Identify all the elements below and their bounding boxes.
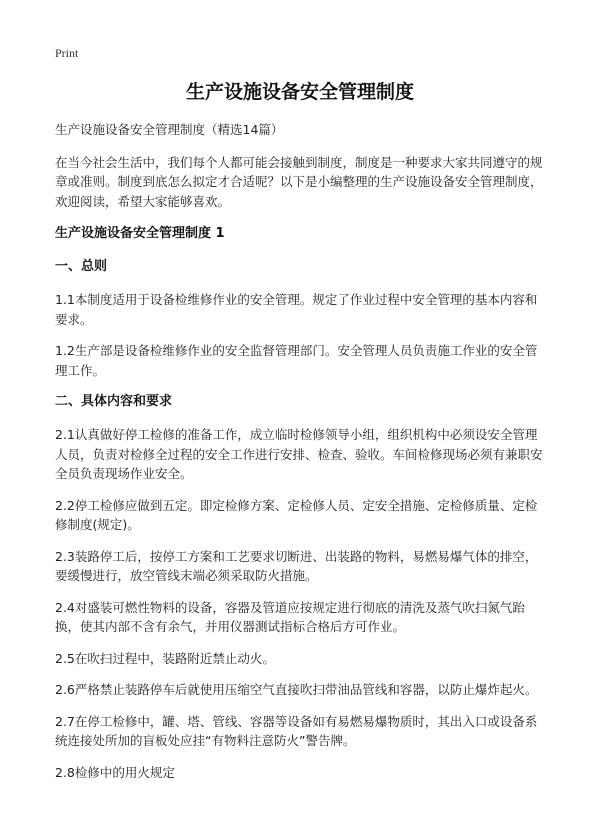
intro-paragraph: 在当今社会生活中，我们每个人都可能会接触到制度，制度是一种要求大家共同遵守的规章或准则。制度到底怎么拟定才合适呢？以下是小编整理的生产设施设备安全管理制度，欢迎阅读，希望大家能够喜欢。 bbox=[55, 154, 543, 209]
clause-2-5: 2.5在吹扫过程中，装路附近禁止动火。 bbox=[55, 650, 275, 666]
clause-2-4: 2.4对盛装可燃性物料的设备，容器及管道应按规定进行彻底的清洗及蒸气吹扫氮气跆换，使其内部不含有余气，并用仪器测试指标合格后方可作业。 bbox=[55, 599, 525, 634]
clause-2-2: 2.2停工检修应做到五定。即定检修方案、定检修人员、定安全措施、定检修质量、定检修制度(规定)。 bbox=[55, 497, 538, 532]
clause-2-1: 2.1认真做好停工检修的准备工作，成立临时检修领导小组，组织机构中必须设安全管理人员，负责对检修全过程的安全工作进行安排、检查、验收。车间检修现场必须有兼职安全员负责现场作业安全。 bbox=[55, 427, 543, 481]
clause-2-7: 2.7在停工检修中，罐、塔、管线、容器等设备如有易燃易爆物质时，其出入口或设备系统连接处所加的盲板处应挂“有物料注意防火”警告牌。 bbox=[55, 713, 538, 748]
clause-1-2: 1.2生产部是设备检维修作业的安全监督管理部门。安全管理人员负责施工作业的安全管理工作。 bbox=[55, 343, 538, 378]
print-link[interactable]: Print bbox=[55, 46, 79, 60]
part1-heading: 一、总则 bbox=[55, 259, 108, 274]
clause-2-8: 2.8检修中的用火规定 bbox=[55, 764, 175, 780]
document-title: 生产设施设备安全管理制度 bbox=[185, 81, 414, 103]
document-subtitle: 生产设施设备安全管理制度（精选14篇） bbox=[55, 122, 284, 137]
clause-2-6: 2.6严格禁止装路停车后就使用压缩空气直接吹扫带油品管线和容器，以防止爆炸起火。 bbox=[55, 682, 538, 697]
part2-heading: 二、具体内容和要求 bbox=[55, 394, 173, 409]
document-body bbox=[55, 120, 545, 782]
clause-1-1: 1.1本制度适用于设备检维修作业的安全管理。规定了作业过程中安全管理的基本内容和要求。 bbox=[55, 292, 538, 327]
section-heading: 生产设施设备安全管理制度 1 bbox=[55, 226, 225, 241]
clause-2-3: 2.3装路停工后，按停工方案和工艺要求切断进、出装路的物料，易燃易爆气体的排空，要缓慢进行，放空管线末端必须采取防火措施。 bbox=[55, 548, 538, 583]
